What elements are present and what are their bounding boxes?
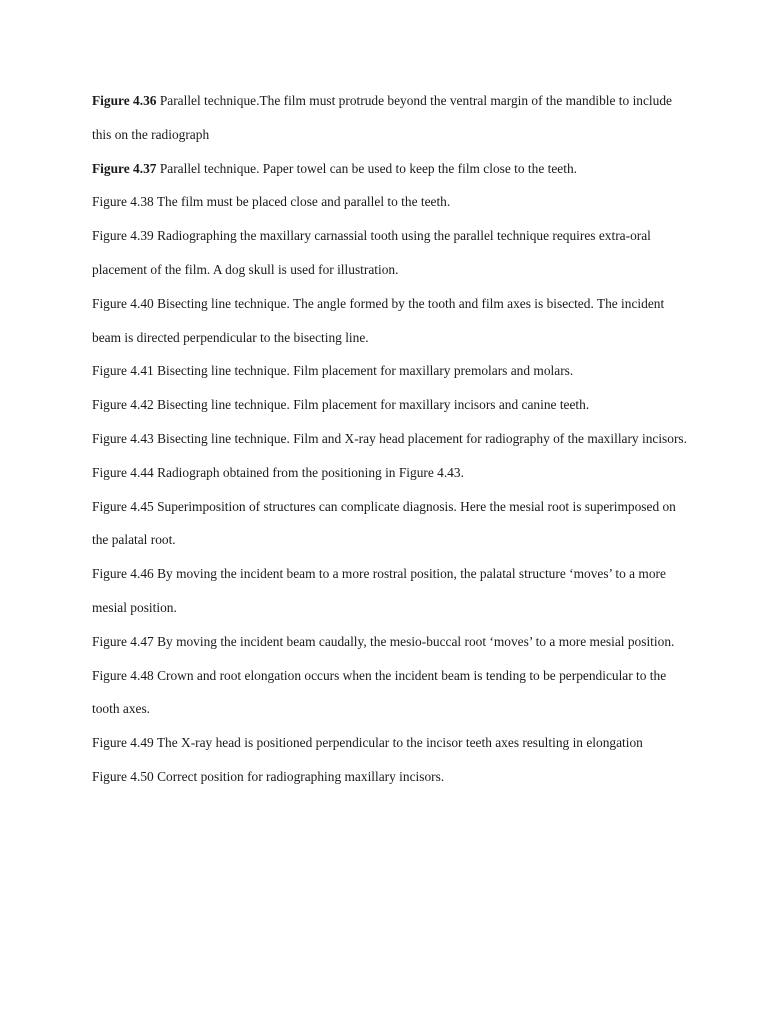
document-page xyxy=(92,84,692,794)
caption-text: Bisecting line technique. Film placement for maxillary premolars and molars. xyxy=(153,363,574,379)
figure-caption-4-43 xyxy=(92,422,692,456)
figure-caption-4-42 xyxy=(92,388,692,422)
figure-number: Figure 4.38 xyxy=(92,194,154,210)
figure-caption-4-40 xyxy=(92,287,692,355)
caption-text: Bisecting line technique. The angle formed by the tooth and film axes is bisected. The incident beam is directed perpendicular to the bisecting line. xyxy=(92,295,665,345)
figure-caption-4-48 xyxy=(92,659,692,727)
figure-caption-4-41 xyxy=(92,354,692,388)
figure-caption-4-49 xyxy=(92,726,692,760)
figure-number: Figure 4.43 xyxy=(92,430,154,446)
figure-caption-4-46 xyxy=(92,557,692,625)
caption-text: Crown and root elongation occurs when the incident beam is tending to be perpendicular to the tooth axes. xyxy=(92,667,667,717)
caption-text: The X-ray head is positioned perpendicular to the incisor teeth axes resulting in elongation xyxy=(153,735,643,751)
figure-number: Figure 4.36 xyxy=(92,93,157,108)
figure-number: Figure 4.44 xyxy=(92,464,154,480)
figure-number: Figure 4.37 xyxy=(92,160,157,176)
figure-caption-4-47 xyxy=(92,625,692,659)
caption-text: Bisecting line technique. Film and X-ray head placement for radiography of the maxillary incisors. xyxy=(153,430,687,446)
caption-text: Radiograph obtained from the positioning in Figure 4.43. xyxy=(153,464,464,480)
figure-number: Figure 4.47 xyxy=(92,633,154,649)
figure-caption-4-39 xyxy=(92,219,692,287)
caption-text: Radiographing the maxillary carnassial tooth using the parallel technique requires extra-oral placement of the film. A dog skull is used for illustration. xyxy=(92,228,651,277)
figure-number: Figure 4.42 xyxy=(92,397,154,413)
figure-number: Figure 4.45 xyxy=(92,498,154,514)
caption-text: Parallel technique.The film must protrude beyond the ventral margin of the mandible to include this on the radiograph xyxy=(92,93,672,142)
figure-number: Figure 4.39 xyxy=(92,228,154,244)
figure-caption-4-50 xyxy=(92,760,692,794)
caption-text: By moving the incident beam caudally, the mesio-buccal root ‘moves’ to a more mesial position. xyxy=(153,633,675,649)
caption-text: Superimposition of structures can complicate diagnosis. Here the mesial root is superimposed on the palatal root. xyxy=(92,498,676,548)
figure-number: Figure 4.49 xyxy=(92,735,154,751)
caption-text: By moving the incident beam to a more rostral position, the palatal structure ‘moves’ to a more mesial position. xyxy=(92,566,666,615)
caption-text: Bisecting line technique. Film placement for maxillary incisors and canine teeth. xyxy=(153,397,590,413)
figure-number: Figure 4.46 xyxy=(92,566,154,582)
figure-caption-4-36 xyxy=(92,84,692,152)
figure-caption-4-38 xyxy=(92,185,692,219)
caption-text: Correct position for radiographing maxillary incisors. xyxy=(153,768,445,784)
figure-number: Figure 4.50 xyxy=(92,768,154,784)
figure-number: Figure 4.40 xyxy=(92,295,154,311)
figure-number: Figure 4.48 xyxy=(92,667,154,683)
caption-text: The film must be placed close and parallel to the teeth. xyxy=(153,194,451,210)
figure-caption-4-45 xyxy=(92,490,692,558)
figure-caption-4-44 xyxy=(92,456,692,490)
caption-text: Parallel technique. Paper towel can be used to keep the film close to the teeth. xyxy=(156,160,578,176)
figure-caption-4-37 xyxy=(92,152,692,186)
figure-number: Figure 4.41 xyxy=(92,363,154,379)
